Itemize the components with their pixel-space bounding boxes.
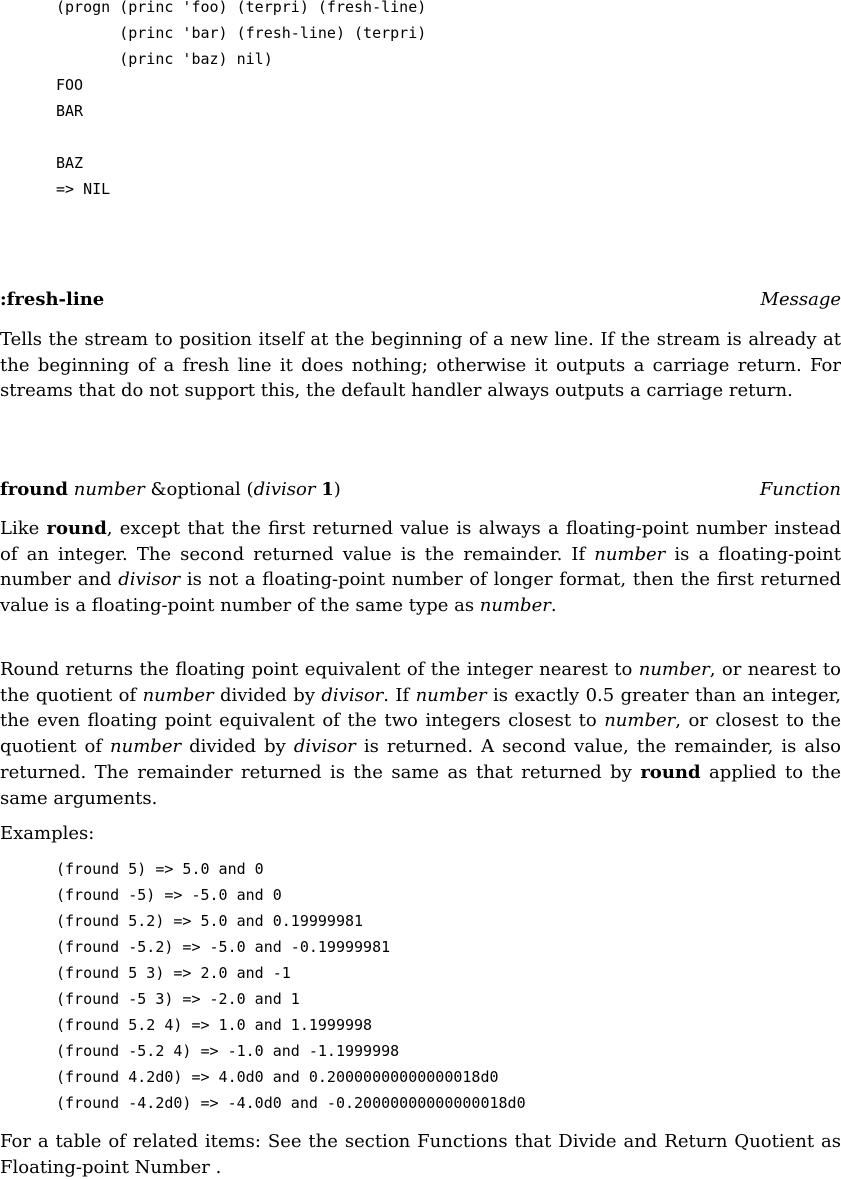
text-run: applied to the same arguments. [0,761,841,809]
number-ref: number [479,595,551,617]
text-run: is not a floating-point number of longer format, then the first returned value is a floating-point number of the same type as [0,569,841,617]
number-ref: number [604,710,676,732]
fround-paragraph-2 [0,657,841,811]
arg-paren-close: ) [333,479,341,500]
text-run: . If [383,684,416,706]
entry-name: fround [0,479,68,500]
text-run: Round returns the floating point equivalent of the integer nearest to [0,659,639,680]
entry-name: :fresh-line [0,289,105,310]
number-ref: number [142,684,214,706]
code-line: (fround 5 3) => 2.0 and -1 [56,964,291,982]
fround-heading [0,478,841,502]
number-ref: number [638,659,710,680]
examples-label: Examples: [0,823,95,844]
fresh-line-description: Tells the stream to position itself at the beginning of a new line. If the stream is already at the beginning of a fresh line it does nothing; otherwise it outputs a carriage return. For streams that do not support this, the default handler always outputs a carriage return. [0,329,841,402]
text-run: . [550,595,557,617]
text-run: divided by [213,684,322,706]
entry-kind: Function [759,479,841,500]
code-line: FOO [56,76,84,94]
code-line: => NIL [56,180,111,198]
number-ref: number [594,543,666,565]
divisor-ref: divisor [118,569,181,591]
code-line: (fround 5.2 4) => 1.0 and 1.1999998 [56,1016,373,1034]
fresh-line-heading [0,288,841,312]
code-line: (princ 'bar) (fresh-line) (terpri) [56,24,427,42]
round-ref: round [46,518,107,539]
code-line: (fround -5) => -5.0 and 0 [56,886,282,904]
divisor-ref: divisor [293,736,356,758]
code-example-top [56,0,426,202]
round-ref: round [640,761,701,783]
code-line: (fround -4.2d0) => -4.0d0 and -0.20000000000000018d0 [56,1094,526,1112]
text-run: is exactly 0.5 greater than an integer, the even floating point equivalent of the two integers closest to [0,684,841,732]
text-run: divided by [181,736,294,758]
arg-number: number [73,479,145,500]
code-line: (fround -5.2) => -5.0 and -0.19999981 [56,938,391,956]
code-line: (fround 4.2d0) => 4.0d0 and 0.20000000000000018d0 [56,1068,499,1086]
code-line: (fround -5.2 4) => -1.0 and -1.1999998 [56,1042,400,1060]
number-ref: number [110,736,182,758]
entry-kind: Message [760,289,841,310]
divisor-ref: divisor [321,684,384,706]
code-line: (fround 5) => 5.0 and 0 [56,860,264,878]
arg-paren-open: ( [246,479,254,500]
related-items-link[interactable]: For a table of related items: See the section Functions that Divide and Return Quotient as Floating-point Number . [0,1131,841,1178]
code-line: (princ 'baz) nil) [56,50,273,68]
code-line: BAR [56,102,84,120]
code-line: (fround -5 3) => -2.0 and 1 [56,990,300,1008]
code-line: (fround 5.2) => 5.0 and 0.19999981 [56,912,364,930]
code-examples-fround [56,856,526,1116]
code-line: (progn (princ 'foo) (terpri) (fresh-line) [56,0,427,16]
text-run: Like [0,518,47,539]
number-ref: number [415,684,487,706]
fround-paragraph-1 [0,516,841,619]
text-run: , or nearest to the quotient of [0,659,841,706]
arg-optional: &optional [150,479,241,500]
arg-default: 1 [321,479,334,500]
text-run: , except that the first returned value is always a floating-point number instead of an integer. The second returned value is the remainder. If [0,518,841,565]
arg-divisor: divisor [253,479,316,500]
text-run: is returned. A second value, the remainder, is also returned. The remainder returned is the same as that returned by [0,736,841,783]
code-line: BAZ [56,154,84,172]
text-run: is a floating-point number and [0,543,841,591]
text-run: , or closest to the quotient of [0,710,841,758]
